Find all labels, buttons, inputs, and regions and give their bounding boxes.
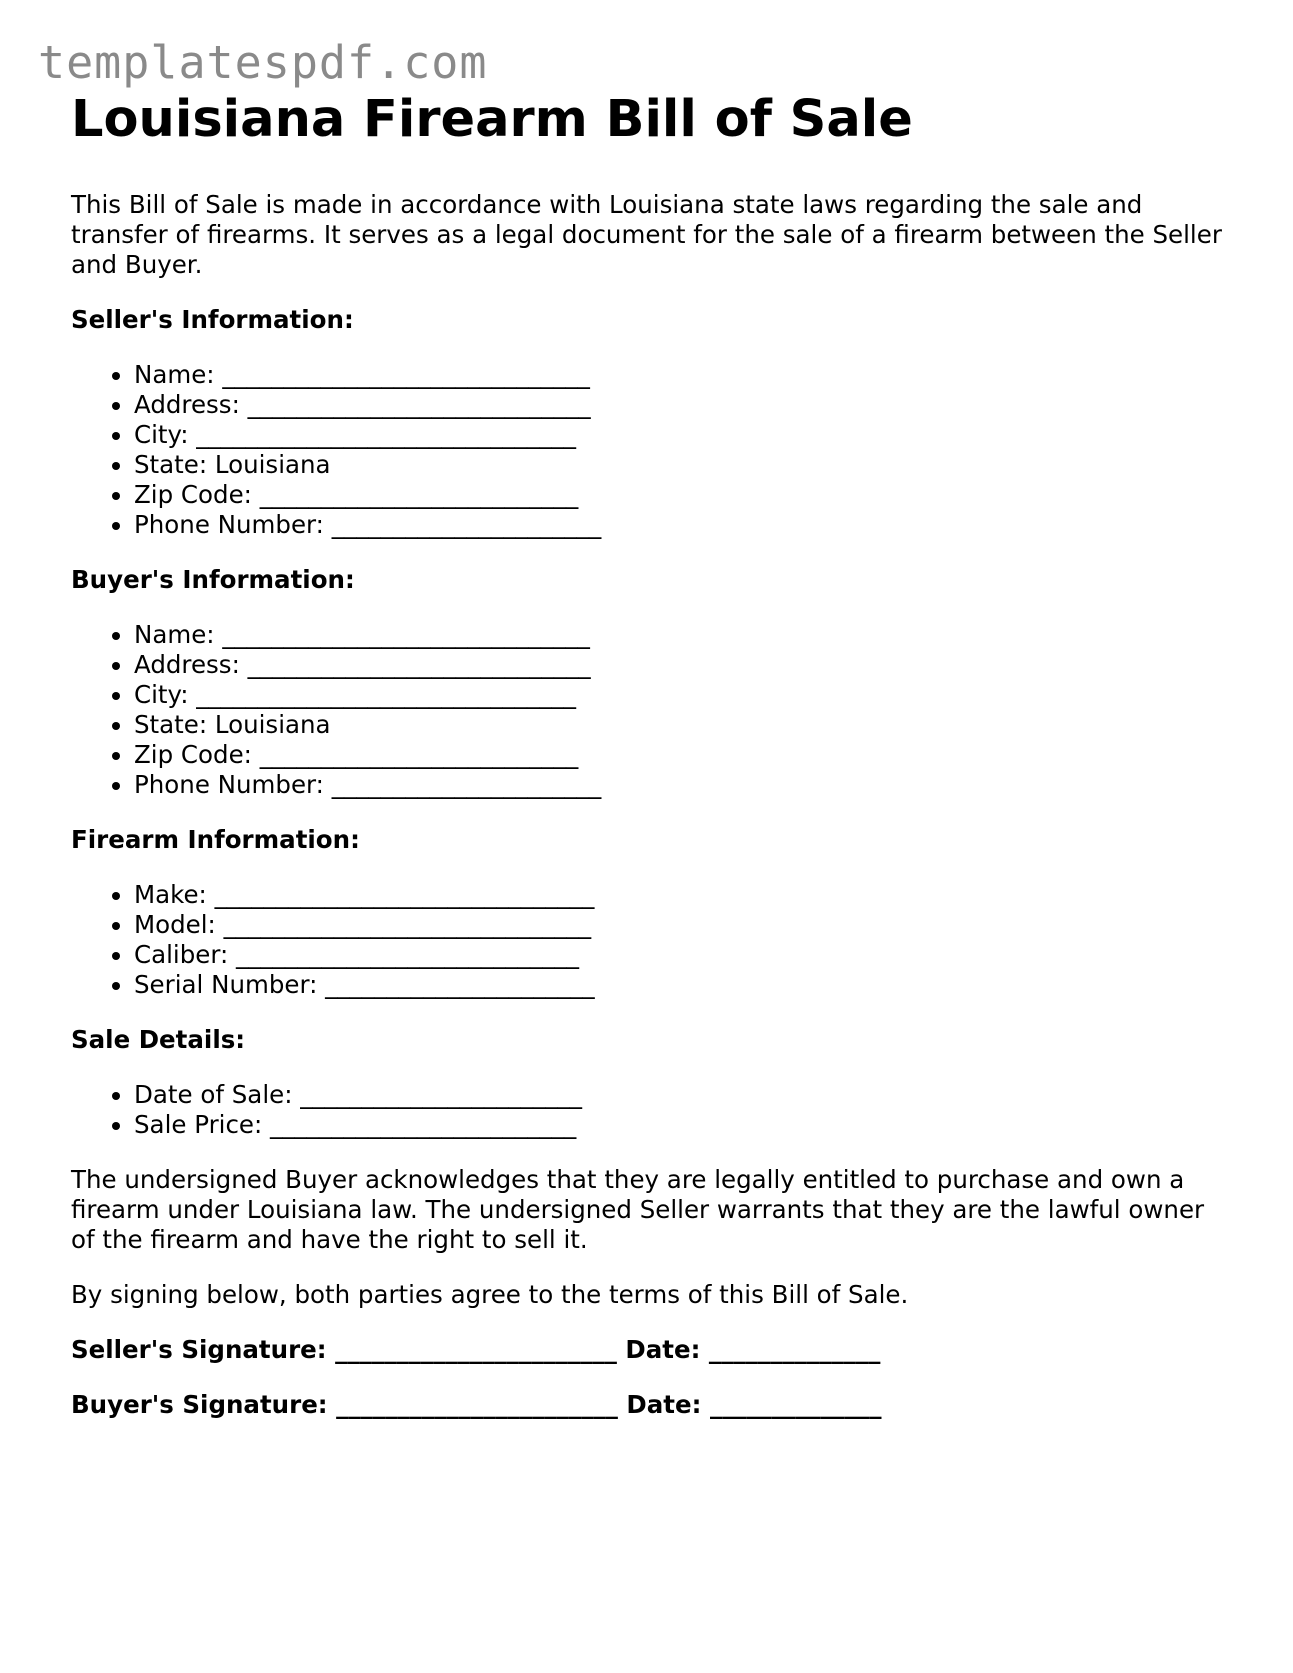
- intro-paragraph: This Bill of Sale is made in accordance with Louisiana state laws regarding the sale and transfer of firearms. It serves as a legal document for the sale of a firearm between the Seller and Buyer.: [71, 190, 1222, 280]
- seller-name-field[interactable]: • Name: ______________________________: [134, 360, 1231, 390]
- firearm-model-field[interactable]: • Model: ______________________________: [134, 910, 1231, 940]
- firearm-serial-field[interactable]: • Serial Number: ______________________: [134, 970, 1231, 1000]
- buyer-state-field: • State: Louisiana: [134, 710, 1231, 740]
- sale-heading: Sale Details:: [71, 1025, 246, 1055]
- sale-date-field[interactable]: • Date of Sale: _______________________: [134, 1080, 1231, 1110]
- seller-address-field[interactable]: • Address: ____________________________: [134, 390, 1231, 420]
- seller-phone-field[interactable]: • Phone Number: ______________________: [134, 510, 1231, 540]
- seller-info-list: [71, 360, 1231, 540]
- agreement-paragraph: By signing below, both parties agree to the terms of this Bill of Sale.: [71, 1280, 909, 1310]
- buyer-zip-field[interactable]: • Zip Code: __________________________: [134, 740, 1231, 770]
- page-title: Louisiana Firearm Bill of Sale: [71, 90, 913, 149]
- seller-city-field[interactable]: • City: _______________________________: [134, 420, 1231, 450]
- firearm-heading: Firearm Information:: [71, 825, 360, 855]
- seller-zip-field[interactable]: • Zip Code: __________________________: [134, 480, 1231, 510]
- acknowledgement-paragraph: The undersigned Buyer acknowledges that they are legally entitled to purchase and own a firearm under Louisiana law. The undersigned Seller warrants that they are the lawful owner of the firearm and have the right to sell it.: [71, 1165, 1205, 1255]
- buyer-signature-line[interactable]: Buyer's Signature: _______________________ Date: ______________: [71, 1390, 882, 1420]
- buyer-address-field[interactable]: • Address: ____________________________: [134, 650, 1231, 680]
- firearm-make-field[interactable]: • Make: _______________________________: [134, 880, 1231, 910]
- watermark: templatespdf.com: [38, 36, 488, 89]
- buyer-city-field[interactable]: • City: _______________________________: [134, 680, 1231, 710]
- buyer-info-list: [71, 620, 1231, 800]
- seller-heading: Seller's Information:: [71, 305, 354, 335]
- sale-price-field[interactable]: • Sale Price: _________________________: [134, 1110, 1231, 1140]
- buyer-name-field[interactable]: • Name: ______________________________: [134, 620, 1231, 650]
- document: [71, 92, 1231, 1445]
- sale-details-list: [71, 1080, 1231, 1140]
- seller-state-field: • State: Louisiana: [134, 450, 1231, 480]
- seller-signature-line[interactable]: Seller's Signature: _______________________ Date: ______________: [71, 1335, 881, 1365]
- buyer-heading: Buyer's Information:: [71, 565, 355, 595]
- firearm-caliber-field[interactable]: • Caliber: ____________________________: [134, 940, 1231, 970]
- firearm-info-list: [71, 880, 1231, 1000]
- buyer-phone-field[interactable]: • Phone Number: ______________________: [134, 770, 1231, 800]
